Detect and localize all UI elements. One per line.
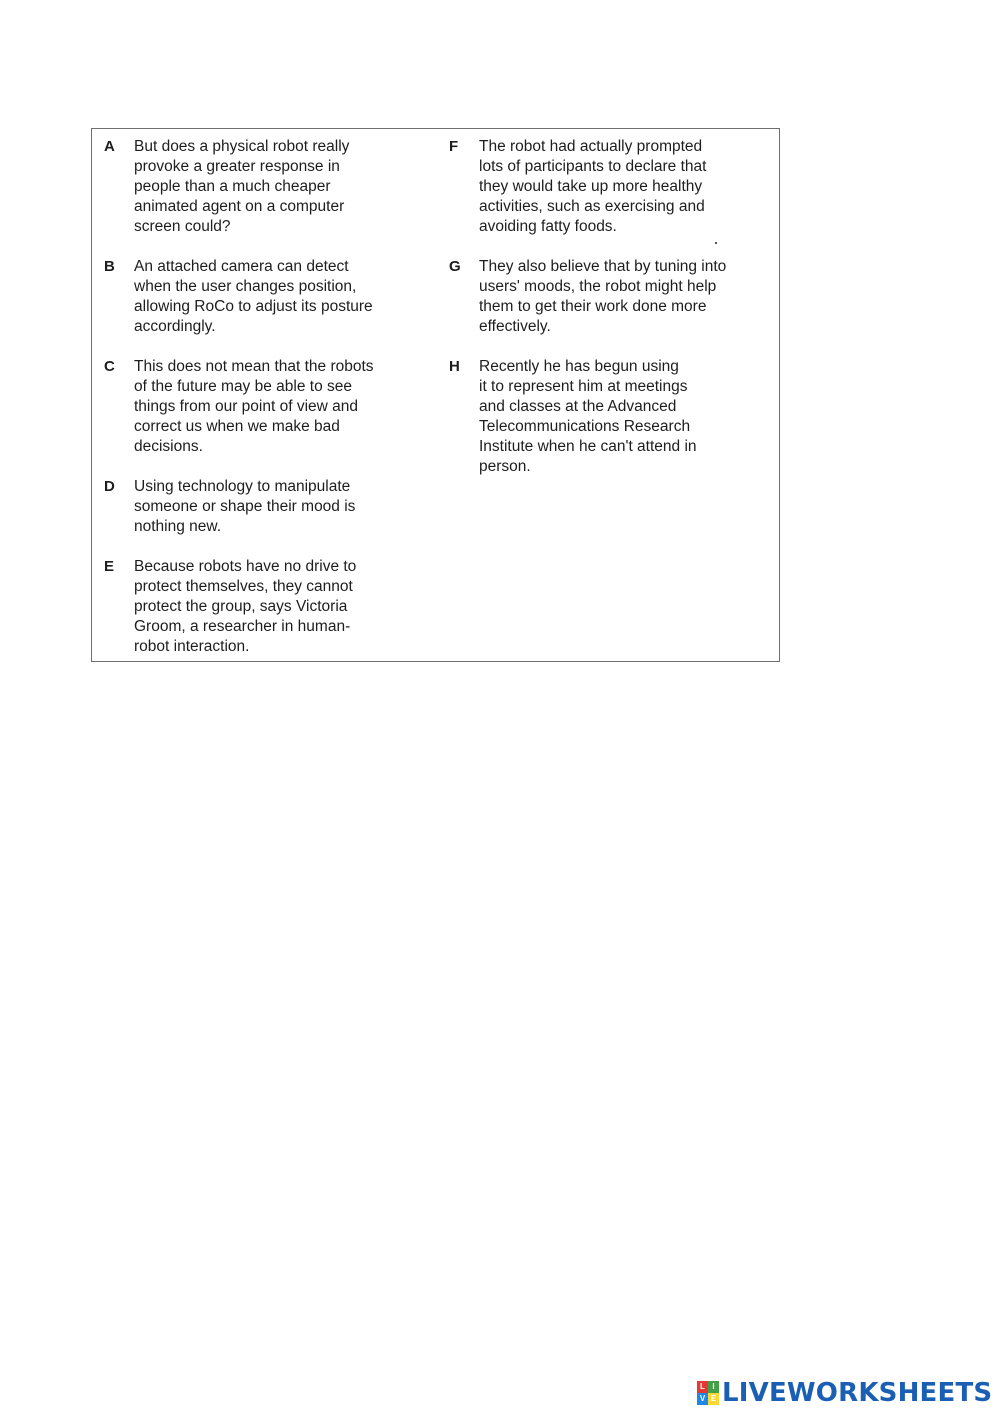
option-text: it to represent him at meetings [479,378,688,395]
option-text: The robot had actually prompted [479,138,703,155]
option-text: them to get their work done more [479,298,707,315]
option-text: effectively. [479,318,551,335]
brand-name: LIVEWORKSHEETS [722,1378,993,1408]
options-column-left [104,137,434,677]
option-text: animated agent on a computer [134,198,345,215]
option-e [104,557,434,657]
option-text: and classes at the Advanced [479,398,677,415]
option-text: they would take up more healthy [479,178,703,195]
option-text: someone or shape their mood is [134,498,356,515]
logo-tile: V [697,1393,708,1405]
option-text: But does a physical robot really [134,138,350,155]
option-letter: C [104,358,115,375]
option-text: users' moods, the robot might help [479,278,717,295]
option-text: screen could? [134,218,231,235]
option-text: protect themselves, they cannot [134,578,353,595]
option-text: person. [479,458,531,475]
logo-tile: I [708,1381,719,1393]
option-text: correct us when we make bad [134,418,340,435]
options-box [91,128,780,662]
scan-speck [715,242,717,244]
option-text: Because robots have no drive to [134,558,357,575]
option-text: decisions. [134,438,203,455]
option-letter: F [449,138,459,155]
option-text: provoke a greater response in [134,158,340,175]
option-f [449,137,779,237]
option-text: things from our point of view and [134,398,359,415]
option-letter: G [449,258,461,275]
options-column-right [449,137,779,497]
option-text: Institute when he can't attend in [479,438,697,455]
option-text: Groom, a researcher in human- [134,618,351,635]
option-text: avoiding fatty foods. [479,218,617,235]
option-text: robot interaction. [134,638,250,655]
option-text: nothing new. [134,518,222,535]
option-g [449,257,779,337]
option-text: people than a much cheaper [134,178,331,195]
option-letter: H [449,358,460,375]
option-text: Recently he has begun using [479,358,679,375]
option-d [104,477,434,537]
option-text: Using technology to manipulate [134,478,351,495]
option-letter: E [104,558,115,575]
option-c [104,357,434,457]
option-h [449,357,779,477]
option-letter: A [104,138,115,155]
liveworksheets-brand [697,1378,992,1408]
option-letter: B [104,258,115,275]
option-text: activities, such as exercising and [479,198,705,215]
option-text: This does not mean that the robots [134,358,374,375]
option-text: lots of participants to declare that [479,158,707,175]
option-letter: D [104,478,115,495]
option-text: of the future may be able to see [134,378,352,395]
option-text: when the user changes position, [134,278,357,295]
option-text: accordingly. [134,318,216,335]
option-text: Telecommunications Research [479,418,691,435]
option-text: They also believe that by tuning into [479,258,727,275]
option-text: An attached camera can detect [134,258,349,275]
option-a [104,137,434,237]
logo-tile: E [708,1393,719,1405]
liveworksheets-logo-icon [697,1381,719,1405]
option-text: protect the group, says Victoria [134,598,348,615]
logo-tile: L [697,1381,708,1393]
option-text: allowing RoCo to adjust its posture [134,298,373,315]
option-b [104,257,434,337]
